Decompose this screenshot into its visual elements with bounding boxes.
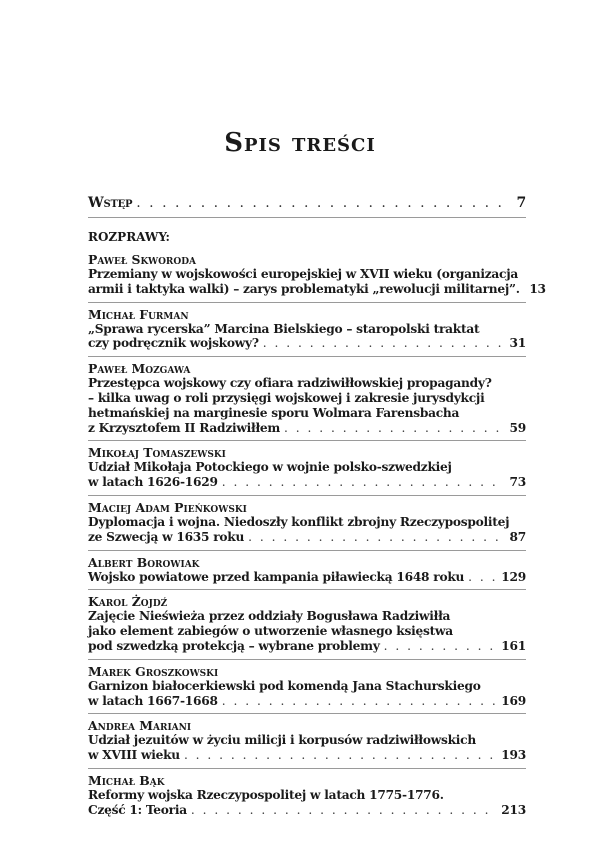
leader-dots [384, 639, 498, 654]
entry-page-number: 213 [501, 802, 526, 817]
entry-title-line [88, 376, 526, 391]
entry-title-line [88, 609, 526, 624]
entry-title-line [88, 406, 526, 421]
entry-title-text: Dyplomacja i wojna. Niedoszły konflikt zbrojny Rzeczypospolitej [88, 514, 510, 529]
leader-dots [191, 803, 497, 818]
entry-author: Albert Borowiak [88, 554, 200, 570]
intro-entry[interactable] [88, 195, 526, 218]
entry-title-text: – kilka uwag o roli przysięgi wojskowej i zakresie jurysdykcji [88, 390, 485, 405]
entry-author: Michał Bąk [88, 772, 165, 788]
leader-dots [263, 336, 504, 351]
entry-title-line [88, 281, 546, 297]
entry-author: Karol Żojdź [88, 594, 168, 610]
entry-author: Paweł Skworoda [88, 252, 197, 267]
leader-dots [468, 570, 497, 585]
entry-title-line [88, 694, 526, 709]
entry-title-line [88, 570, 526, 585]
entry-title-text: Reformy wojska Rzeczypospolitej w latach 1775-1776. [88, 787, 444, 802]
entry-title-line [88, 803, 526, 818]
toc-entry[interactable] [88, 769, 526, 823]
table-of-contents [88, 195, 546, 823]
entry-title-text: Udział Mikołaja Potockiego w wojnie polsko-szwedzkiej [88, 460, 452, 475]
entry-page-number: 59 [509, 420, 526, 435]
entry-page-number: 129 [501, 569, 526, 584]
leader-dots [222, 475, 504, 490]
entry-title-line [88, 624, 526, 639]
entry-title-line [88, 515, 526, 530]
leader-dots [136, 195, 504, 211]
entry-page-number: 73 [509, 475, 526, 490]
toc-entry[interactable] [88, 248, 546, 303]
entry-title-text: „Sprawa rycerska” Marcina Bielskiego – staropolski traktat [88, 321, 480, 336]
entry-title-text: Garnizon białocerkiewski pod komendą Jana Stachurskiego [88, 678, 481, 693]
entry-title-line [88, 733, 526, 748]
entry-author: Maciej Adam Pieńkowski [88, 499, 247, 515]
entry-title-line [88, 639, 526, 654]
section-label: ROZPRAWY: [88, 230, 170, 244]
entry-title-line [88, 322, 526, 337]
leader-dots [284, 421, 504, 436]
entry-author: Mikołaj Tomaszewski [88, 445, 226, 461]
leader-dots [248, 530, 504, 545]
entry-author: Michał Furman [88, 306, 189, 322]
toc-entry[interactable] [88, 357, 526, 441]
entry-title-text: z Krzysztofem II Radziwiłłem [88, 420, 281, 435]
entry-title-text: w latach 1667-1668 [88, 693, 218, 708]
entry-title-text: Część 1: Teoria [88, 802, 187, 817]
entry-title-line [88, 475, 526, 490]
entry-author: Marek Groszkowski [88, 663, 219, 679]
entry-title-line [88, 336, 526, 351]
entry-title-text: ze Szwecją w 1635 roku [88, 529, 245, 544]
toc-entry[interactable] [88, 441, 526, 496]
intro-line [88, 195, 526, 211]
entry-title-line [88, 530, 526, 545]
entry-title-text: Przestępca wojskowy czy ofiara radziwiłłowskiej propagandy? [88, 376, 492, 391]
toc-entry[interactable] [88, 496, 526, 551]
toc-entry[interactable] [88, 551, 526, 591]
entry-title-text: jako element zabiegów o utworzenie własnego księstwa [88, 624, 453, 639]
entry-title-text: Udział jezuitów w życiu milicji i korpusów radziwiłłowskich [88, 733, 476, 748]
entry-title-line [88, 460, 526, 475]
entry-title-text: Zajęcie Nieświeża przez oddziały Bogusława Radziwiłła [88, 609, 451, 624]
entries-list [88, 248, 546, 823]
entry-title-text: Przemiany w wojskowości europejskiej w XVII wieku (organizacja [88, 267, 519, 281]
entry-page-number: 161 [501, 638, 526, 653]
leader-dots [184, 748, 497, 763]
entry-author: Andrea Mariani [88, 718, 192, 734]
entry-title-text: Wojsko powiatowe przed kampania piławiecką 1648 roku [88, 569, 465, 584]
entry-title-text: hetmańskiej na marginesie sporu Wolmara Farensbacha [88, 405, 460, 420]
entry-page-number: 87 [509, 529, 526, 544]
toc-entry[interactable] [88, 714, 526, 769]
intro-page-number: 7 [516, 195, 526, 211]
leader-dots [222, 694, 498, 709]
entry-title-text: czy podręcznik wojskowy? [88, 336, 259, 351]
entry-title-text: armii i taktyka walki) – zarys problematyki „rewolucji militarnej”. [88, 281, 520, 296]
entry-title-line [88, 748, 526, 763]
entry-title-line [88, 679, 526, 694]
page-title: Spis treści [224, 128, 376, 158]
entry-page-number: 193 [501, 748, 526, 763]
entry-title-line [88, 391, 526, 406]
entry-title-line [88, 788, 526, 803]
entry-page-number: 31 [509, 336, 526, 351]
intro-label: Wstęp [88, 195, 133, 211]
entry-page-number: 13 [529, 281, 546, 296]
toc-entry[interactable] [88, 660, 526, 715]
toc-entry[interactable] [88, 590, 526, 659]
entry-title-text: w XVIII wieku [88, 748, 180, 763]
entry-page-number: 169 [501, 693, 526, 708]
entry-title-text: w latach 1626-1629 [88, 475, 218, 490]
entry-title-line [88, 421, 526, 436]
entry-title-line [88, 267, 526, 282]
entry-title-text: pod szwedzką protekcją – wybrane problemy [88, 638, 380, 653]
entry-author: Paweł Mozgawa [88, 361, 191, 377]
toc-entry[interactable] [88, 303, 526, 358]
